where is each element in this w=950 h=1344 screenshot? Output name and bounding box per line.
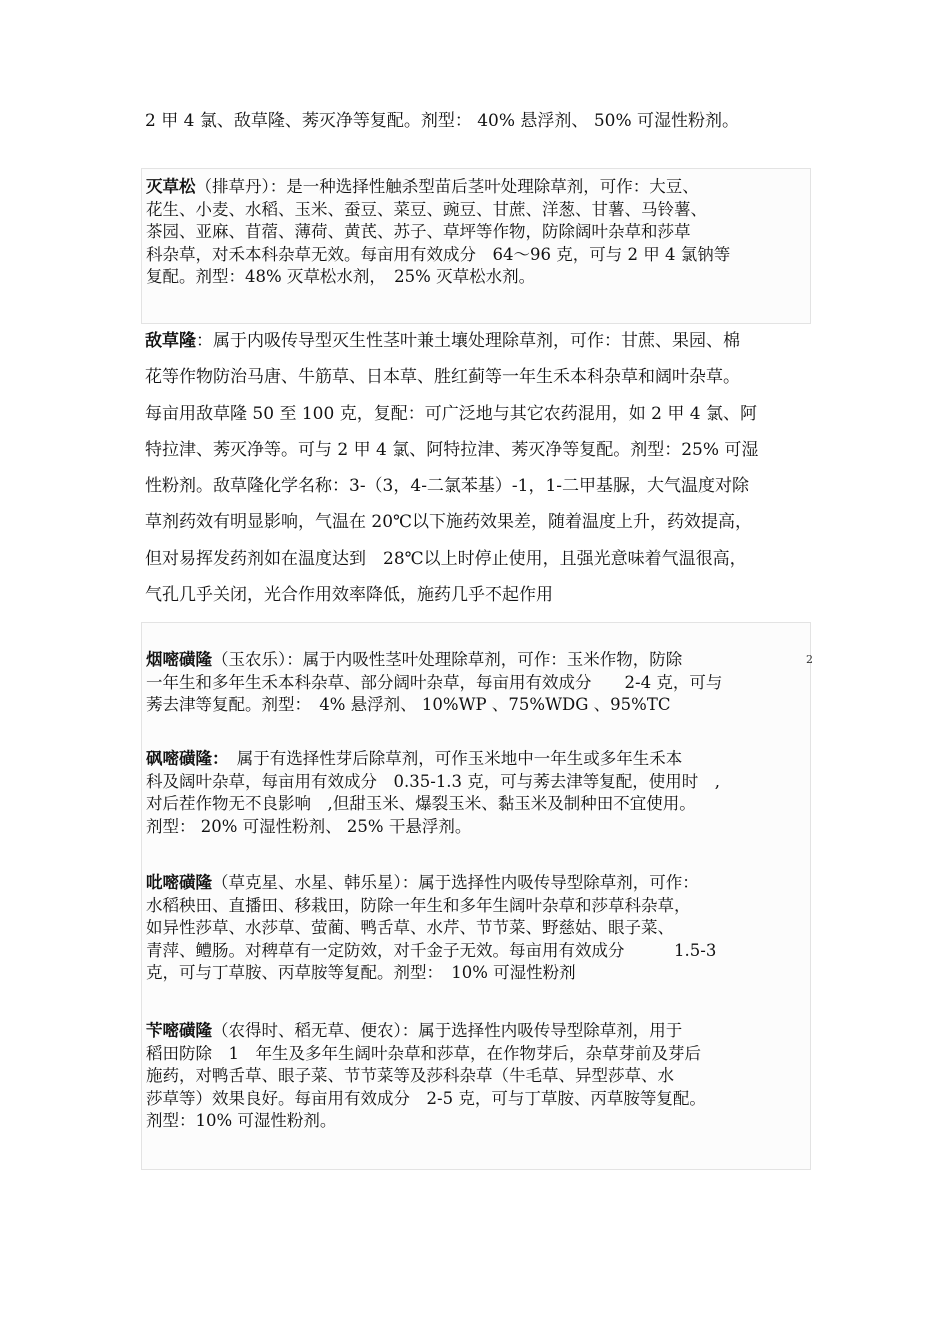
paragraph-line: 复配。剂型：48% 灭草松水剂， 25% 灭草松水剂。	[146, 267, 536, 286]
paragraph-line: 莠去津等复配。剂型： 4% 悬浮剂、 10%WP 、75%WDG 、95%TC	[146, 695, 671, 714]
paragraph-line: 科杂草，对禾本科杂草无效。每亩用有效成分 64～96 克，可与 2 甲 4 氯钠等	[146, 244, 731, 264]
section-title: 烟嘧磺隆	[146, 650, 212, 669]
paragraph-line: 一年生和多年生禾本科杂草、部分阔叶杂草，每亩用有效成分 2-4 克，可与	[146, 672, 723, 692]
paragraph-line: 对后茬作物无不良影响 ,但甜玉米、爆裂玉米、黏玉米及制种田不宜使用。	[146, 794, 696, 813]
section-miecaosong	[141, 168, 811, 324]
paragraph-line: 每亩用敌草隆 50 至 100 克，复配：可广泛地与其它农药混用，如 2 甲 4 氯、阿	[145, 403, 757, 424]
paragraph-line: 灭草松（排草丹）：是一种选择性触杀型苗后茎叶处理除草剂，可作：大豆、	[146, 177, 699, 196]
paragraph-line: 吡嘧磺隆（草克星、水星、韩乐星）：属于选择性内吸传导型除草剂，可作：	[146, 873, 699, 892]
paragraph-line: 青萍、鳢肠。对稗草有一定防效，对千金子无效。每亩用有效成分 1.5-3	[146, 940, 717, 960]
section-title: 吡嘧磺隆	[146, 873, 212, 892]
paragraph-line: 剂型： 20% 可湿性粉剂、 25% 干悬浮剂。	[146, 816, 472, 836]
paragraph-line: 茶园、亚麻、苜蓿、薄荷、黄芪、苏子、草坪等作物，防除阔叶杂草和莎草	[146, 222, 691, 241]
paragraph-line: 性粉剂。敌草隆化学名称：3-（3，4-二氯苯基）-1，1-二甲基脲，大气温度对除	[145, 476, 750, 497]
section-title: 砜嘧磺隆：	[146, 749, 221, 768]
paragraph-line: 花生、小麦、水稻、玉米、蚕豆、菜豆、豌豆、甘蔗、洋葱、甘薯、马铃薯、	[146, 199, 707, 219]
paragraph-line: 水稻秧田、直播田、移栽田，防除一年生和多年生阔叶杂草和莎草科杂草，	[146, 895, 691, 915]
paragraph-line: 特拉津、莠灭净等。可与 2 甲 4 氯、阿特拉津、莠灭净等复配。剂型：25% 可湿	[145, 439, 759, 460]
paragraph-line: 科及阔叶杂草，每亩用有效成分 0.35-1.3 克，可与莠去津等复配，使用时 ,	[146, 771, 721, 791]
section-title: 敌草隆	[145, 331, 196, 351]
paragraph-line: 烟嘧磺隆（玉农乐）：属于内吸性茎叶处理除草剂，可作：玉米作物，防除	[146, 650, 683, 669]
paragraph-line: 花等作物防治马唐、牛筋草、日本草、胜红蓟等一年生禾本科杂草和阔叶杂草。	[145, 367, 740, 388]
paragraph-line: 草剂药效有明显影响，气温在 20℃以下施药效果差，随着温度上升，药效提高，	[145, 512, 753, 533]
paragraph-line: 克，可与丁草胺、丙草胺等复配。剂型： 10% 可湿性粉剂	[146, 963, 576, 982]
intro-line: 2 甲 4 氯、敌草隆、莠灭净等复配。剂型： 40% 悬浮剂、 50% 可湿性粉剂。	[145, 111, 740, 131]
section-dicaolong	[145, 323, 758, 613]
section-title: 苄嘧磺隆	[146, 1021, 212, 1040]
paragraph-line: 敌草隆：属于内吸传导型灭生性茎叶兼土壤处理除草剂，可作：甘蔗、果园、棉	[145, 331, 740, 351]
paragraph-line: 如异性莎草、水莎草、萤蔺、鸭舌草、水芹、节节菜、野慈姑、眼子菜、	[146, 918, 674, 937]
paragraph-line: 气孔几乎关闭，光合作用效率降低，施药几乎不起作用	[145, 585, 553, 606]
paragraph-line: 剂型：10% 可湿性粉剂。	[146, 1111, 337, 1130]
page-number: 2	[806, 653, 813, 666]
paragraph-line: 但对易挥发药剂如在温度达到 28℃以上时停止使用，且强光意味着气温很高，	[145, 548, 747, 569]
paragraph-line: 莎草等）效果良好。每亩用有效成分 2-5 克，可与丁草胺、丙草胺等复配。	[146, 1088, 706, 1108]
paragraph-line: 苄嘧磺隆（农得时、稻无草、便农）：属于选择性内吸传导型除草剂，用于	[146, 1021, 683, 1040]
paragraph-line: 砜嘧磺隆： 属于有选择性芽后除草剂，可作玉米地中一年生或多年生禾本	[146, 749, 683, 768]
paragraph-line: 施药，对鸭舌草、眼子菜、节节菜等及莎科杂草（牛毛草、异型莎草、水	[146, 1066, 674, 1085]
section-sulfonylurea	[141, 622, 811, 1170]
section-title: 灭草松	[146, 177, 196, 196]
paragraph-line: 稻田防除 1 年生及多年生阔叶杂草和莎草，在作物芽后，杂草芽前及芽后	[146, 1043, 701, 1063]
